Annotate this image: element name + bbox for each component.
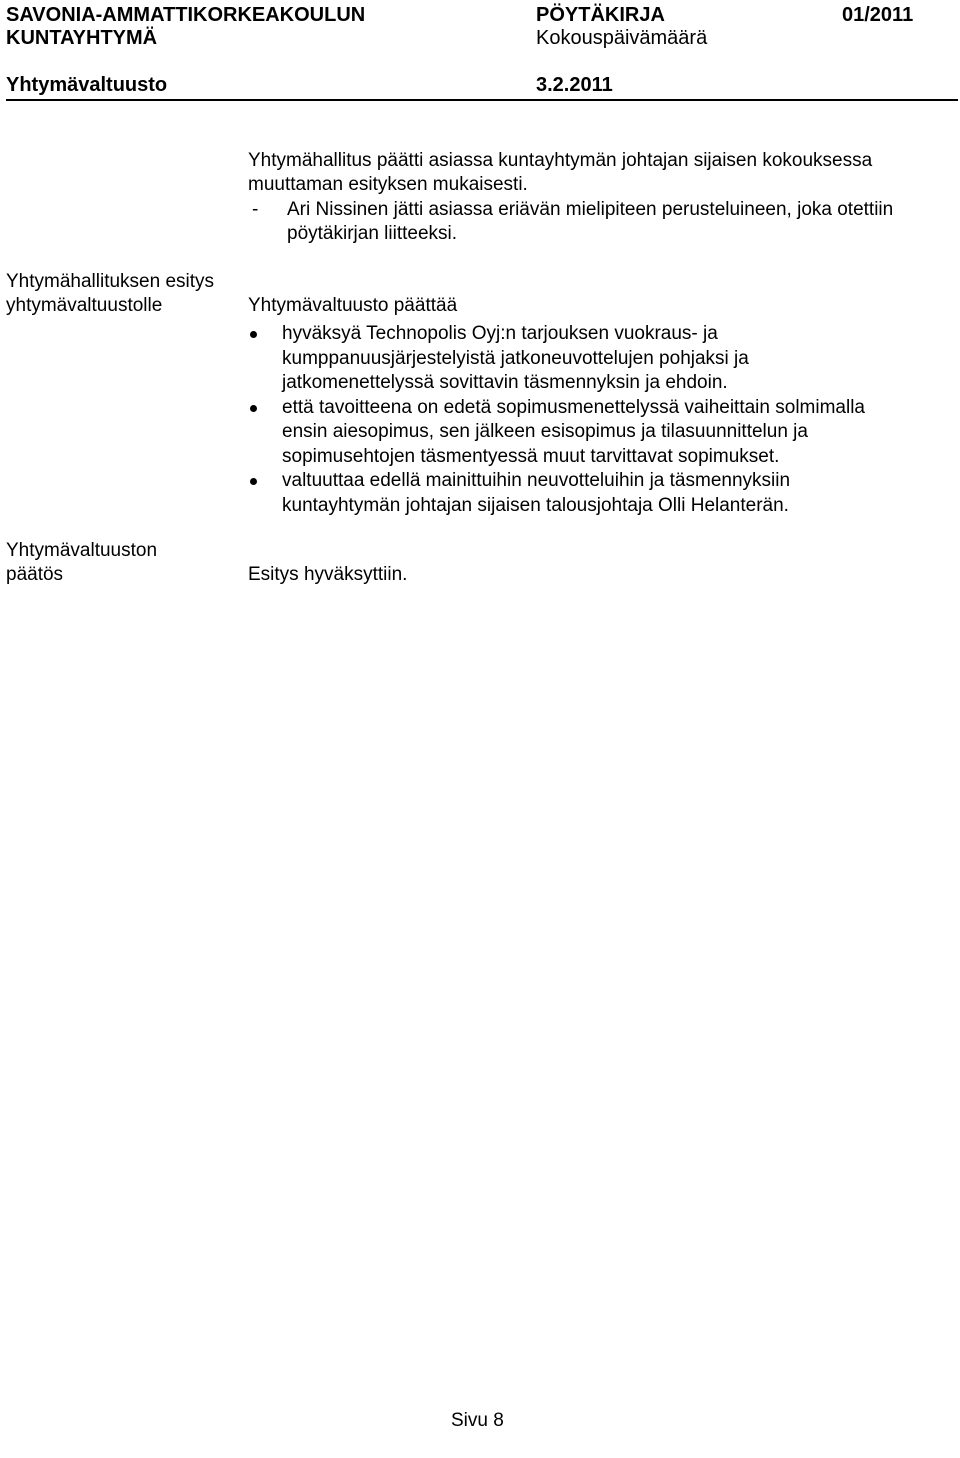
dissent-line-2: pöytäkirjan liitteeksi.: [287, 223, 458, 244]
proposal-lead: Yhtymävaltuusto päättää: [248, 295, 458, 316]
proposal-bullet: [248, 469, 948, 518]
bullet-text: [282, 322, 948, 396]
bullet-line: kumppanuusjärjestelyistä jatkoneuvottelujen pohjaksi ja: [282, 347, 749, 369]
decision-text: Esitys hyväksyttiin.: [248, 564, 408, 585]
page-number: Sivu 8: [451, 1410, 504, 1431]
proposal-side-label-line1: Yhtymähallituksen esitys: [6, 271, 215, 292]
bullet-line: valtuuttaa edellä mainittuihin neuvotteluihin ja täsmennyksiin: [282, 470, 791, 491]
bullet-line: että tavoitteena on edetä sopimusmenettelyssä vaiheittain solmimalla: [282, 396, 865, 418]
bullet-dot-icon: [250, 478, 257, 485]
bullet-text: [282, 396, 948, 470]
intro-line-1: Yhtymähallitus päätti asiassa kuntayhtymän johtajan sijaisen kokouksessa: [248, 150, 873, 171]
bullet-line: jatkomenettelyssä sovittavin täsmennyksin ja ehdoin.: [282, 372, 728, 393]
proposal-bullet-list: [248, 322, 948, 518]
bullet-line: sopimusehtojen täsmentyessä muut tarvittavat sopimukset.: [282, 445, 780, 467]
dissent-dash: -: [252, 199, 259, 220]
bullet-line: kuntayhtymän johtajan sijaisen talousjohtaja Olli Helanterän.: [282, 494, 789, 516]
bullet-dot-icon: [250, 405, 257, 412]
org-name-line1: SAVONIA-AMMATTIKORKEAKOULUN: [6, 4, 366, 26]
bullet-line: hyväksyä Technopolis Oyj:n tarjouksen vuokraus- ja: [282, 323, 718, 344]
bullet-line: ensin aiesopimus, sen jälkeen esisopimus ja tilasuunnittelun ja: [282, 421, 808, 442]
intro-line-2: muuttaman esityksen mukaisesti.: [248, 174, 528, 195]
proposal-bullet: [248, 322, 948, 396]
doc-number: 01/2011: [842, 4, 914, 26]
body-name: Yhtymävaltuusto: [6, 74, 168, 96]
bullet-text: [282, 469, 948, 518]
doc-type: PÖYTÄKIRJA: [536, 4, 665, 26]
org-name-line2: KUNTAYHTYMÄ: [6, 27, 158, 49]
meeting-date: 3.2.2011: [536, 74, 613, 96]
dissent-line-1: Ari Nissinen jätti asiassa eriävän mielipiteen perusteluineen, joka otettiin: [287, 199, 894, 220]
proposal-bullet: [248, 396, 948, 470]
bullet-dot-icon: [250, 331, 257, 338]
decision-side-label-line1: Yhtymävaltuuston: [6, 540, 158, 561]
proposal-side-label-line2: yhtymävaltuustolle: [6, 295, 163, 316]
header-rule: [6, 99, 958, 101]
date-label: Kokouspäivämäärä: [536, 27, 708, 49]
decision-side-label-line2: päätös: [6, 564, 64, 585]
